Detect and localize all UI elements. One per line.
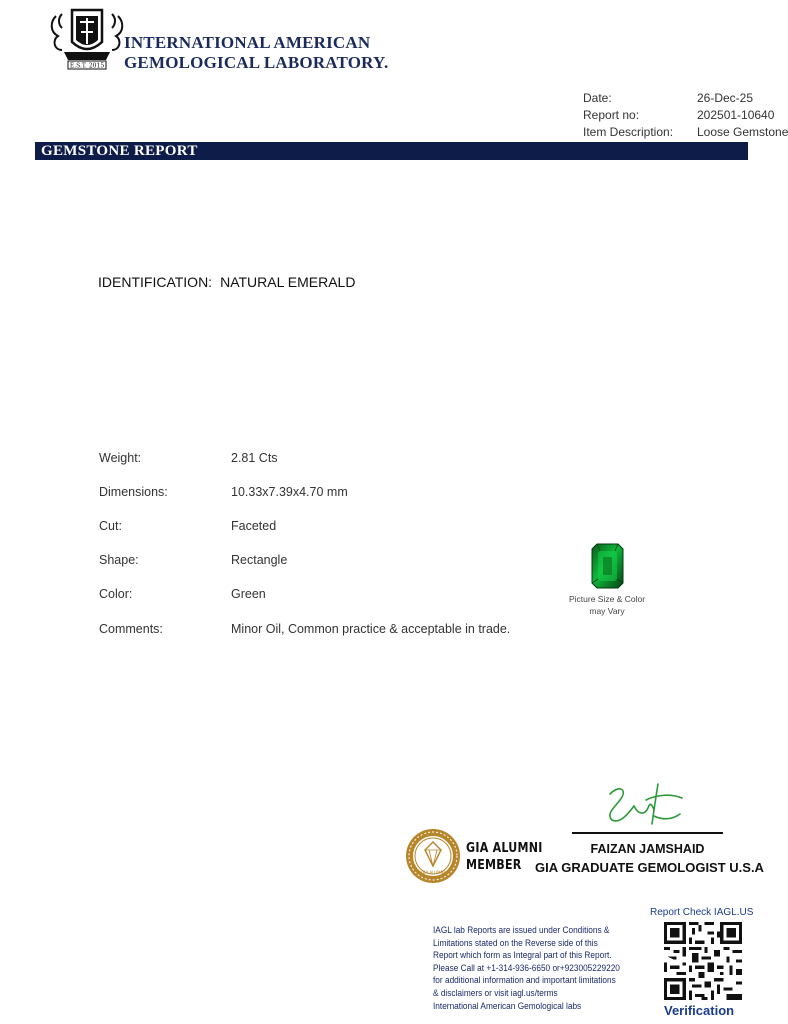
svg-text:GIA ALUMNI: GIA ALUMNI [421,870,445,875]
item-description-value: Loose Gemstone [697,125,788,139]
comments-value: Minor Oil, Common practice & acceptable in trade. [231,622,511,636]
date-value: 26-Dec-25 [697,91,754,105]
dimensions-value: 10.33x7.39x4.70 mm [231,485,348,499]
color-label: Color: [99,587,133,601]
comments-label: Comments: [99,622,163,636]
verification-label: Verification [664,1003,735,1018]
gem-caption [560,593,654,617]
cut-value: Faceted [231,519,277,533]
gia-alumni-seal-icon [405,828,461,884]
shape-value: Rectangle [231,553,288,567]
disclaimer-line: International American Gemological labs [433,1000,582,1011]
dimensions-label: Dimensions: [99,485,168,499]
signer-title: GIA GRADUATE GEMOLOGIST U.S.A [535,860,764,875]
report-title-banner [35,142,748,160]
handwritten-signature-icon [598,780,690,828]
identification-line [98,274,355,290]
disclaimer-line: for additional information and important limitations [433,975,616,986]
shape-label: Shape: [99,553,139,567]
report-no-label: Report no: [583,108,640,122]
disclaimer-line: Report which form as Integral part of this Report. [433,950,612,961]
gia-alumni-line2: MEMBER [466,858,522,873]
weight-label: Weight: [99,451,142,465]
date-label: Date: [583,91,612,105]
lab-name-line1: INTERNATIONAL AMERICAN [124,33,371,52]
iagl-crest-icon [48,6,126,72]
report-check-link[interactable]: Report Check IAGL.US [650,907,754,918]
cut-label: Cut: [99,519,122,533]
emerald-gem-icon [591,543,624,589]
gem-caption-line2: may Vary [589,606,625,616]
svg-text:E.S.T. 2015: E.S.T. 2015 [69,62,105,70]
identification-value: NATURAL EMERALD [220,274,356,290]
weight-value: 2.81 Cts [231,451,278,465]
report-no-value: 202501-10640 [697,108,775,122]
report-title: GEMSTONE REPORT [41,143,198,159]
signer-name: FAIZAN JAMSHAID [590,842,705,856]
disclaimer-line: Limitations stated on the Reverse side of this [433,937,598,948]
color-value: Green [231,587,266,601]
disclaimer-line: & disclaimers or visit iagl.us/terms [433,987,558,998]
qr-code-icon[interactable] [664,922,742,1000]
item-description-label: Item Description: [583,125,674,139]
gia-alumni-line1: GIA ALUMNI [466,841,543,856]
disclaimer-line: IAGL lab Reports are issued under Conditions & [433,925,610,935]
disclaimer-line: Please Call at +1-314-936-6650 or+923005229220 [433,962,620,973]
disclaimer-text [433,924,658,1012]
identification-label: IDENTIFICATION: [98,274,213,290]
signature-line [572,832,723,834]
lab-name-line2: GEMOLOGICAL LABORATORY. [124,53,389,72]
gem-caption-line1: Picture Size & Color [568,594,646,604]
